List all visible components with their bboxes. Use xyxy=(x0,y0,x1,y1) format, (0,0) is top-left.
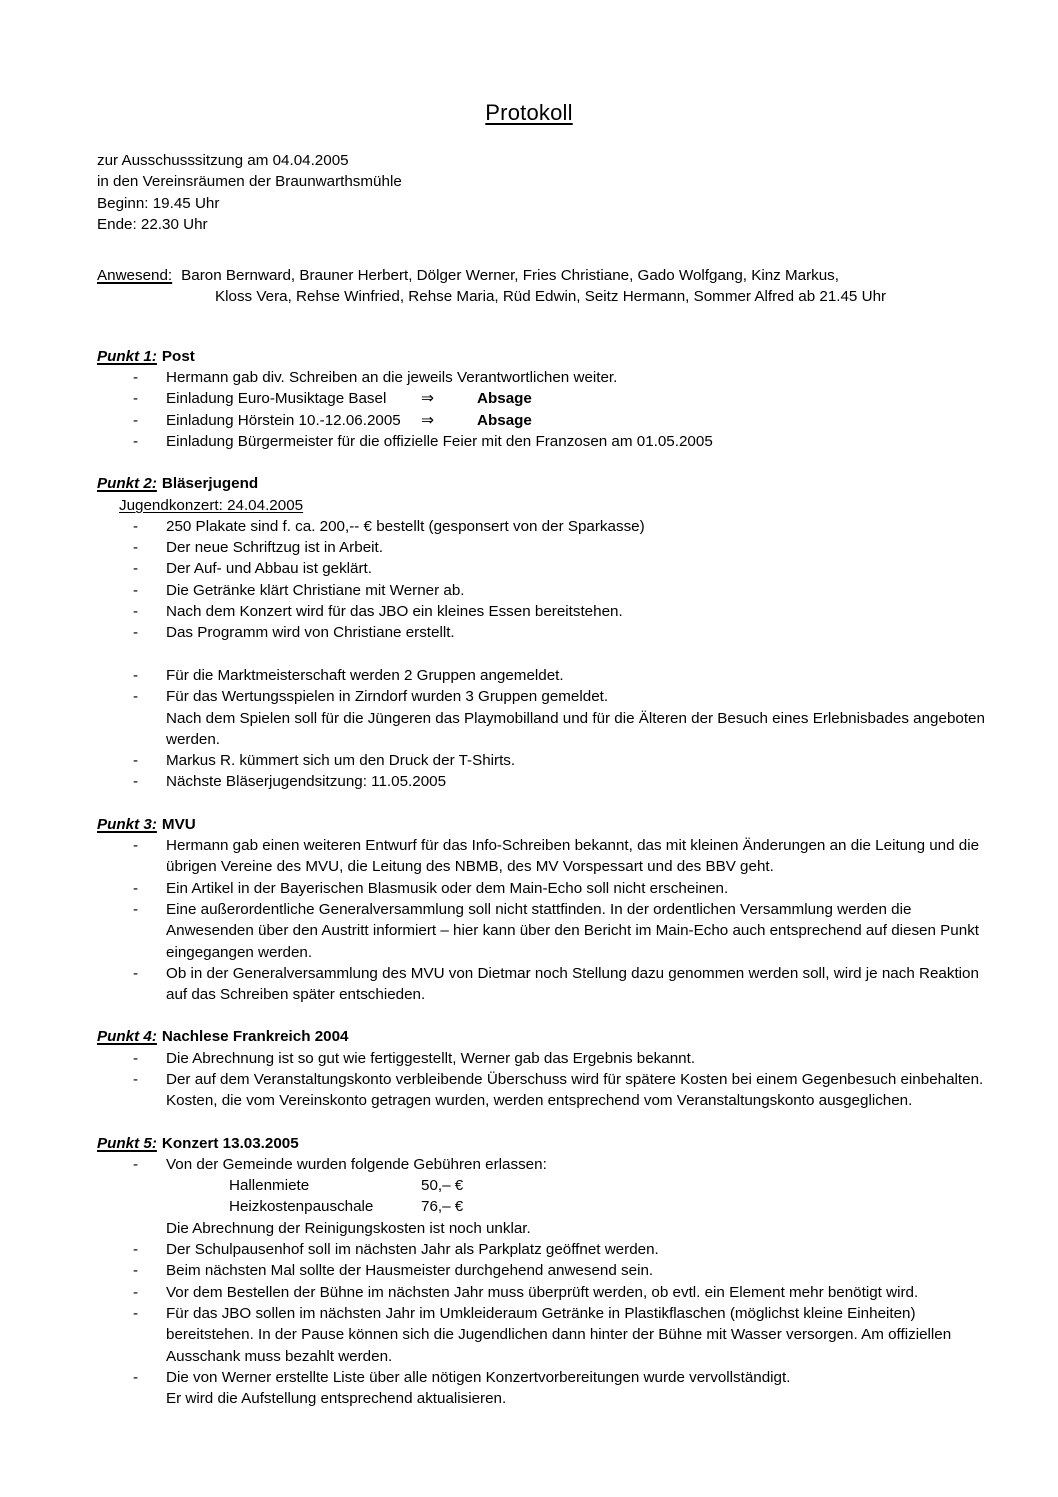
section-5-number: Punkt 5: xyxy=(97,1134,157,1152)
list-item-text: Ein Artikel in der Bayerischen Blasmusik oder dem Main-Echo soll nicht erscheinen. xyxy=(166,879,729,897)
section-4-list xyxy=(97,1048,992,1112)
bullet-dash: - xyxy=(133,752,139,770)
meta-line-end: Ende: 22.30 Uhr xyxy=(97,215,208,233)
list-item-text: Der auf dem Veranstaltungskonto verbleibende Überschuss wird für spätere Kosten bei einem Gegenbesuch einbehalten. Kosten, die vom Vereinskonto getragen wurden, werden entsprechend vom Veranstaltungskonto ausgeglichen. xyxy=(166,1070,984,1110)
list-item-text: Die Abrechnung ist so gut wie fertiggestellt, Werner gab das Ergebnis bekannt. xyxy=(166,1049,696,1067)
list-item xyxy=(97,1048,992,1069)
bullet-dash: - xyxy=(133,1241,139,1259)
bullet-dash: - xyxy=(133,1304,139,1322)
section-punkt-4 xyxy=(97,1026,992,1111)
list-item xyxy=(97,558,992,579)
bullet-dash: - xyxy=(133,1283,139,1301)
bullet-dash: - xyxy=(133,879,139,897)
section-2-title: Bläserjugend xyxy=(161,475,259,493)
table-row xyxy=(229,1175,463,1196)
section-punkt-5 xyxy=(97,1133,992,1410)
section-2-number: Punkt 2: xyxy=(97,475,157,493)
list-item xyxy=(97,963,992,1006)
list-item-text: Von der Gemeinde wurden folgende Gebühren erlassen: xyxy=(166,1155,547,1173)
attendance-block xyxy=(97,265,992,308)
bullet-dash: - xyxy=(133,603,139,621)
list-item xyxy=(97,665,992,686)
list-item xyxy=(97,537,992,558)
list-item-text: Die von Werner erstellte Liste über alle nötigen Konzertvorbereitungen wurde vervollständigt. xyxy=(166,1368,791,1386)
list-item-continuation xyxy=(97,708,992,751)
list-item-text: Der neue Schriftzug ist in Arbeit. xyxy=(166,539,383,557)
bullet-dash: - xyxy=(133,688,139,706)
list-item-continuation xyxy=(97,1388,992,1409)
bullet-dash: - xyxy=(133,837,139,855)
section-3-heading xyxy=(97,814,992,835)
list-item-text: Der Auf- und Abbau ist geklärt. xyxy=(166,560,372,578)
list-item-text: Einladung Bürgermeister für die offizielle Feier mit den Franzosen am 01.05.2005 xyxy=(166,432,713,450)
bullet-dash: - xyxy=(133,1049,139,1067)
list-item xyxy=(97,388,992,409)
meta-line-start: Beginn: 19.45 Uhr xyxy=(97,194,220,212)
bullet-dash: - xyxy=(133,581,139,599)
bullet-dash: - xyxy=(133,517,139,535)
fee-amount: 76,– € xyxy=(421,1198,464,1216)
list-item-text: Für das JBO sollen im nächsten Jahr im Umkleideraum Getränke in Plastikflaschen (möglichst kleine Einheiten) bereitstehen. In der Pause können sich die Jugendlichen dann hinter der Bühne mit Wasser versorgen. Am offiziellen Ausschank muss bezahlt werden. xyxy=(166,1304,952,1365)
document-body xyxy=(97,150,992,1409)
bullet-dash: - xyxy=(133,1070,139,1088)
section-2-list-group-1 xyxy=(97,516,992,793)
section-punkt-2 xyxy=(97,473,992,792)
section-5-heading xyxy=(97,1133,992,1154)
bullet-dash: - xyxy=(133,390,139,408)
attendance-names-line-2: Kloss Vera, Rehse Winfried, Rehse Maria, Rüd Edwin, Seitz Hermann, Sommer Alfred ab 21.45 Uhr xyxy=(215,288,887,306)
list-item-text: Einladung Euro-Musiktage Basel xyxy=(166,390,387,408)
list-item xyxy=(97,1260,992,1281)
bullet-dash: - xyxy=(133,369,139,387)
meeting-meta xyxy=(97,150,992,235)
list-item-text: Das Programm wird von Christiane erstellt. xyxy=(166,624,455,642)
meta-line-occasion: zur Ausschusssitzung am 04.04.2005 xyxy=(97,152,349,169)
bullet-dash: - xyxy=(133,773,139,791)
list-item xyxy=(97,580,992,601)
list-item xyxy=(97,1069,992,1112)
list-item-text: Nächste Bläserjugendsitzung: 11.05.2005 xyxy=(166,773,447,791)
list-item xyxy=(97,1367,992,1388)
section-4-number: Punkt 4: xyxy=(97,1028,157,1046)
list-item-continuation-text: Nach dem Spielen soll für die Jüngeren das Playmobilland und für die Älteren der Besuch eines Erlebnisbades angeboten werden. xyxy=(166,709,985,748)
list-item xyxy=(97,1154,992,1175)
list-item-text: 250 Plakate sind f. ca. 200,-- € bestellt (gesponsert von der Sparkasse) xyxy=(166,517,645,535)
list-item-text: Ob in der Generalversammlung des MVU von Dietmar noch Stellung dazu genommen werden soll, wird je nach Reaktion auf das Schreiben später entschieden. xyxy=(166,964,979,1004)
double-arrow-icon: ⇒ xyxy=(421,390,435,408)
bullet-dash: - xyxy=(133,900,139,918)
page-title-text: Protokoll xyxy=(485,100,573,125)
table-row xyxy=(229,1196,463,1217)
list-item xyxy=(97,601,992,622)
list-item-text: Beim nächsten Mal sollte der Hausmeister durchgehend anwesend sein. xyxy=(166,1262,654,1280)
meta-line-location: in den Vereinsräumen der Braunwarthsmühle xyxy=(97,173,402,191)
bullet-dash: - xyxy=(133,539,139,557)
section-4-title: Nachlese Frankreich 2004 xyxy=(161,1028,349,1046)
list-gap xyxy=(97,644,992,665)
section-2-heading xyxy=(97,473,992,494)
list-item xyxy=(97,1282,992,1303)
section-1-list xyxy=(97,367,992,452)
bullet-dash: - xyxy=(133,624,139,642)
list-item-continuation-text: Er wird die Aufstellung entsprechend aktualisieren. xyxy=(166,1390,507,1408)
fee-table xyxy=(229,1175,463,1218)
section-punkt-3 xyxy=(97,814,992,1006)
bullet-dash: - xyxy=(133,1368,139,1386)
fee-amount: 50,– € xyxy=(421,1177,464,1195)
section-punkt-1 xyxy=(97,346,992,452)
list-item-text: Hermann gab einen weiteren Entwurf für das Info-Schreiben bekannt, das mit kleinen Änderungen an die Leitung und die übrigen Vereine des MVU, die Leitung des NBMB, des MV Vorspessart und des BBV geht. xyxy=(166,837,980,876)
list-item xyxy=(97,410,992,431)
page-title xyxy=(0,100,1058,126)
list-item-text: Die Getränke klärt Christiane mit Werner ab. xyxy=(166,581,465,599)
list-item xyxy=(97,835,992,878)
list-item xyxy=(97,516,992,537)
bullet-dash: - xyxy=(133,411,139,429)
list-item-text: Eine außerordentliche Generalversammlung soll nicht stattfinden. In der ordentlichen Versammlung werden die Anwesenden über den Austritt informiert – hier kann über den Bericht im Main-Echo auch entsprechend auf diesen Punkt eingegangen werden. xyxy=(166,900,980,961)
bullet-dash: - xyxy=(133,560,139,578)
decision-label: Absage xyxy=(477,390,532,408)
section-4-heading xyxy=(97,1026,992,1047)
list-item xyxy=(97,1303,992,1367)
list-item-text: Der Schulpausenhof soll im nächsten Jahr als Parkplatz geöffnet werden. xyxy=(166,1241,659,1259)
list-item xyxy=(97,1239,992,1260)
fee-table-wrapper xyxy=(97,1175,992,1218)
list-item-text: Nach dem Konzert wird für das JBO ein kleines Essen bereitstehen. xyxy=(166,603,623,621)
list-item-text: Einladung Hörstein 10.-12.06.2005 xyxy=(166,411,401,429)
list-item xyxy=(97,686,992,707)
list-item-continuation-text: Die Abrechnung der Reinigungskosten ist noch unklar. xyxy=(166,1219,531,1237)
bullet-dash: - xyxy=(133,1155,139,1173)
list-item-text: Für das Wertungsspielen in Zirndorf wurden 3 Gruppen gemeldet. xyxy=(166,688,609,706)
bullet-dash: - xyxy=(133,666,139,684)
section-5-list xyxy=(97,1154,992,1410)
section-1-heading xyxy=(97,346,992,367)
list-item xyxy=(97,622,992,643)
list-item xyxy=(97,878,992,899)
list-item-text: Markus R. kümmert sich um den Druck der T-Shirts. xyxy=(166,752,516,770)
list-item-text: Vor dem Bestellen der Bühne im nächsten Jahr muss überprüft werden, ob evtl. ein Element mehr benötigt wird. xyxy=(166,1283,919,1301)
bullet-dash: - xyxy=(133,1262,139,1280)
list-item-text: Hermann gab div. Schreiben an die jeweils Verantwortlichen weiter. xyxy=(166,369,618,387)
attendance-names-line-1: Baron Bernward, Brauner Herbert, Dölger Werner, Fries Christiane, Gado Wolfgang, Kinz Markus, xyxy=(181,267,840,285)
fee-name: Hallenmiete xyxy=(229,1177,310,1195)
section-2-subheading-text: Jugendkonzert: 24.04.2005 xyxy=(119,496,304,514)
attendance-label: Anwesend: xyxy=(97,267,173,285)
list-item xyxy=(97,431,992,452)
fee-name: Heizkostenpauschale xyxy=(229,1198,374,1216)
section-3-title: MVU xyxy=(161,815,196,833)
list-item xyxy=(97,367,992,388)
section-1-title: Post xyxy=(161,347,195,365)
section-5-title: Konzert 13.03.2005 xyxy=(161,1134,299,1152)
list-item-continuation xyxy=(97,1218,992,1239)
section-3-number: Punkt 3: xyxy=(97,815,157,833)
list-item xyxy=(97,899,992,963)
section-2-subheading xyxy=(119,495,992,516)
list-item-text: Für die Marktmeisterschaft werden 2 Gruppen angemeldet. xyxy=(166,666,564,684)
bullet-dash: - xyxy=(133,964,139,982)
double-arrow-icon: ⇒ xyxy=(421,411,435,429)
decision-label: Absage xyxy=(477,411,532,429)
section-3-list xyxy=(97,835,992,1005)
list-item xyxy=(97,750,992,771)
list-item xyxy=(97,771,992,792)
section-1-number: Punkt 1: xyxy=(97,347,157,365)
bullet-dash: - xyxy=(133,432,139,450)
